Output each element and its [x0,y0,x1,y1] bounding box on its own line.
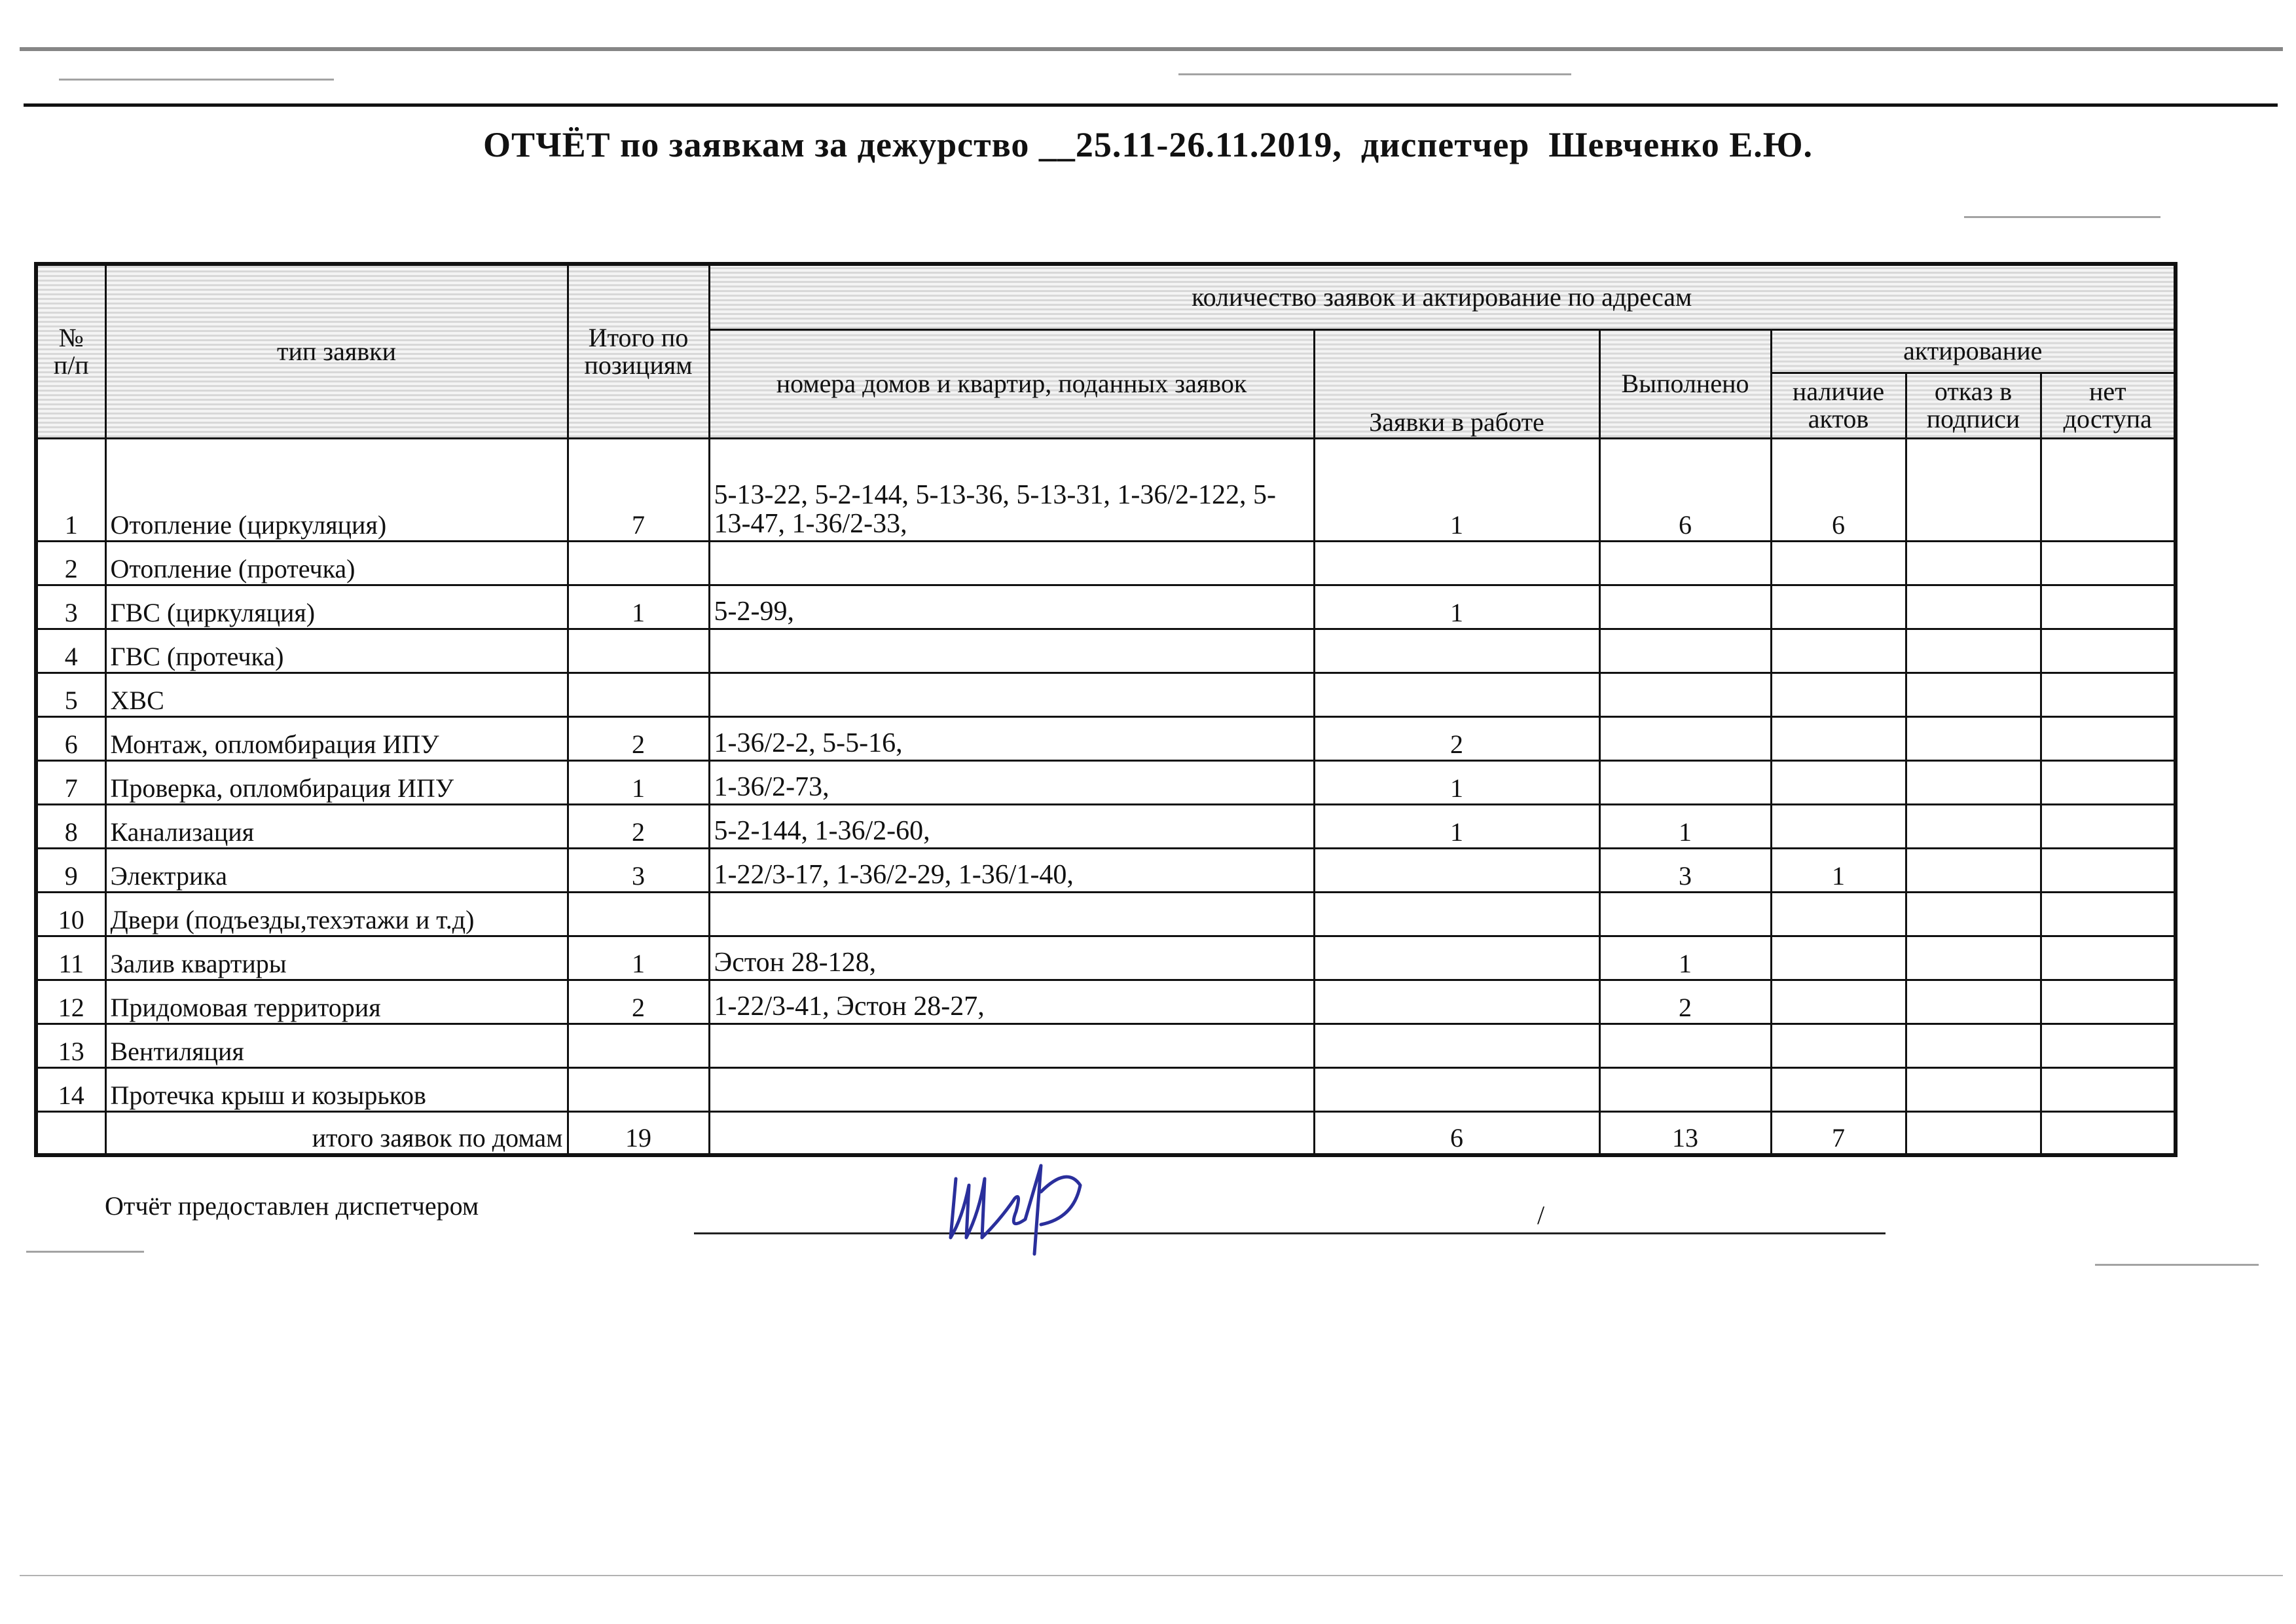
row-no-access [2041,848,2176,892]
report-title: ОТЧЁТ по заявкам за дежурство __25.11-26.11.2019, диспетчер Шевченко Е.Ю. [483,125,1813,164]
row-refused [1906,1067,2041,1111]
row-no-access [2041,804,2176,848]
row-type: Проверка, опломбирация ИПУ [105,760,568,804]
row-total: 2 [568,716,709,760]
row-done [1599,673,1771,716]
row-no-access [2041,1067,2176,1111]
row-number: 7 [36,760,105,804]
row-number: 14 [36,1067,105,1111]
table-row [36,438,2176,541]
row-total: 1 [568,585,709,629]
row-number: 11 [36,936,105,980]
row-addresses [709,1067,1314,1111]
signature-line [694,1232,1886,1234]
header-total: Итого по позициям [568,264,709,438]
row-acts-present [1771,541,1906,585]
row-no-access [2041,1024,2176,1067]
row-acts-present: 6 [1771,438,1906,541]
row-acts-present [1771,804,1906,848]
row-type: ХВС [105,673,568,716]
row-type: Вентиляция [105,1024,568,1067]
table-row [36,585,2176,629]
row-number: 5 [36,673,105,716]
row-no-access [2041,980,2176,1024]
row-done: 3 [1599,848,1771,892]
scan-artifact-line [24,103,2278,107]
row-addresses: 1-22/3-17, 1-36/2-29, 1-36/1-40, [709,848,1314,892]
table-row [36,760,2176,804]
row-total: 7 [568,438,709,541]
header-group-addresses: количество заявок и актирование по адресам [709,264,2176,329]
row-addresses [709,892,1314,936]
row-number: 10 [36,892,105,936]
row-total: 2 [568,980,709,1024]
row-total: 2 [568,804,709,848]
row-refused [1906,980,2041,1024]
row-total [568,892,709,936]
row-acts-present [1771,716,1906,760]
row-acts-present: 1 [1771,848,1906,892]
row-refused [1906,804,2041,848]
scan-artifact-line [20,47,2283,51]
row-done: 1 [1599,804,1771,848]
header-acts-present: наличие актов [1771,373,1906,438]
row-addresses: 1-22/3-41, Эстон 28-27, [709,980,1314,1024]
row-in-work: 2 [1314,716,1599,760]
table-row [36,1024,2176,1067]
row-no-access [2041,629,2176,673]
row-done [1599,716,1771,760]
row-refused [1906,936,2041,980]
row-done [1599,1024,1771,1067]
header-addresses: номера домов и квартир, поданных заявок [709,329,1314,438]
row-done [1599,892,1771,936]
row-no-access [2041,438,2176,541]
header-in-work: Заявки в работе [1314,329,1599,438]
row-total [568,673,709,716]
table-row [36,629,2176,673]
row-type: Отопление (протечка) [105,541,568,585]
scan-speck [2095,1264,2259,1266]
row-done: 1 [1599,936,1771,980]
row-total: 1 [568,936,709,980]
row-type: Отопление (циркуляция) [105,438,568,541]
totals-label: итого заявок по домам [105,1111,568,1155]
footer-label: Отчёт предоставлен диспетчером [105,1191,479,1221]
header-type: тип заявки [105,264,568,438]
totals-no-access [2041,1111,2176,1155]
totals-total: 19 [568,1111,709,1155]
row-no-access [2041,716,2176,760]
table-row [36,673,2176,716]
table-row [36,848,2176,892]
row-refused [1906,760,2041,804]
table-row [36,541,2176,585]
row-done [1599,541,1771,585]
row-number: 4 [36,629,105,673]
row-type: Монтаж, опломбирация ИПУ [105,716,568,760]
row-acts-present [1771,760,1906,804]
table-row [36,804,2176,848]
row-total [568,629,709,673]
row-refused [1906,673,2041,716]
row-addresses: 1-36/2-2, 5-5-16, [709,716,1314,760]
row-type: Электрика [105,848,568,892]
row-acts-present [1771,585,1906,629]
row-addresses [709,541,1314,585]
row-in-work [1314,1024,1599,1067]
row-type: Двери (подъезды,техэтажи и т.д) [105,892,568,936]
totals-num-cell [36,1111,105,1155]
row-acts-present [1771,629,1906,673]
signature-icon [943,1139,1113,1264]
row-addresses: 5-2-144, 1-36/2-60, [709,804,1314,848]
row-number: 13 [36,1024,105,1067]
row-no-access [2041,541,2176,585]
row-done: 6 [1599,438,1771,541]
row-acts-present [1771,673,1906,716]
row-total [568,541,709,585]
row-no-access [2041,760,2176,804]
row-acts-present [1771,936,1906,980]
row-number: 3 [36,585,105,629]
row-done: 2 [1599,980,1771,1024]
header-no-access: нет доступа [2041,373,2176,438]
row-addresses [709,629,1314,673]
row-in-work: 1 [1314,438,1599,541]
header-done: Выполнено [1599,329,1771,438]
scan-speck [59,79,334,81]
header-number: № п/п [36,264,105,438]
row-acts-present [1771,980,1906,1024]
row-in-work [1314,629,1599,673]
row-refused [1906,716,2041,760]
row-type: Канализация [105,804,568,848]
table-row [36,980,2176,1024]
header-refused: отказ в подписи [1906,373,2041,438]
row-no-access [2041,585,2176,629]
row-number: 6 [36,716,105,760]
row-done [1599,585,1771,629]
row-in-work [1314,541,1599,585]
row-refused [1906,585,2041,629]
row-type: Протечка крыш и козырьков [105,1067,568,1111]
row-refused [1906,892,2041,936]
row-type: ГВС (циркуляция) [105,585,568,629]
scan-artifact-line [20,1575,2283,1576]
row-number: 2 [36,541,105,585]
row-addresses: 5-13-22, 5-2-144, 5-13-36, 5-13-31, 1-36/2-122, 5-13-47, 1-36/2-33, [709,438,1314,541]
table-body [36,438,2176,1111]
row-in-work: 1 [1314,804,1599,848]
scan-speck [26,1251,144,1253]
row-refused [1906,1024,2041,1067]
row-type: Залив квартиры [105,936,568,980]
scan-speck [1964,216,2160,218]
totals-acts: 7 [1771,1111,1906,1155]
row-no-access [2041,892,2176,936]
row-in-work [1314,1067,1599,1111]
table-row [36,892,2176,936]
row-number: 9 [36,848,105,892]
row-no-access [2041,936,2176,980]
row-addresses [709,673,1314,716]
row-acts-present [1771,892,1906,936]
row-addresses: 1-36/2-73, [709,760,1314,804]
row-done [1599,760,1771,804]
row-addresses: Эстон 28-128, [709,936,1314,980]
row-total [568,1067,709,1111]
row-acts-present [1771,1067,1906,1111]
row-number: 12 [36,980,105,1024]
row-refused [1906,541,2041,585]
table-row [36,936,2176,980]
row-addresses: 5-2-99, [709,585,1314,629]
row-type: Придомовая территория [105,980,568,1024]
row-done [1599,1067,1771,1111]
header-acts-group: актирование [1771,329,2176,373]
totals-in-work: 6 [1314,1111,1599,1155]
totals-done: 13 [1599,1111,1771,1155]
row-acts-present [1771,1024,1906,1067]
row-total: 3 [568,848,709,892]
row-refused [1906,438,2041,541]
row-in-work: 1 [1314,760,1599,804]
row-refused [1906,848,2041,892]
row-type: ГВС (протечка) [105,629,568,673]
table-row [36,716,2176,760]
row-in-work [1314,848,1599,892]
table-row [36,1067,2176,1111]
report-table [34,262,2178,1157]
row-number: 8 [36,804,105,848]
row-number: 1 [36,438,105,541]
row-in-work [1314,936,1599,980]
row-done [1599,629,1771,673]
row-addresses [709,1024,1314,1067]
row-total [568,1024,709,1067]
row-in-work [1314,673,1599,716]
row-refused [1906,629,2041,673]
scan-speck [1178,73,1571,75]
row-in-work [1314,892,1599,936]
row-total: 1 [568,760,709,804]
totals-refused [1906,1111,2041,1155]
row-in-work [1314,980,1599,1024]
row-no-access [2041,673,2176,716]
row-in-work: 1 [1314,585,1599,629]
signature-slash: / [1537,1200,1545,1230]
